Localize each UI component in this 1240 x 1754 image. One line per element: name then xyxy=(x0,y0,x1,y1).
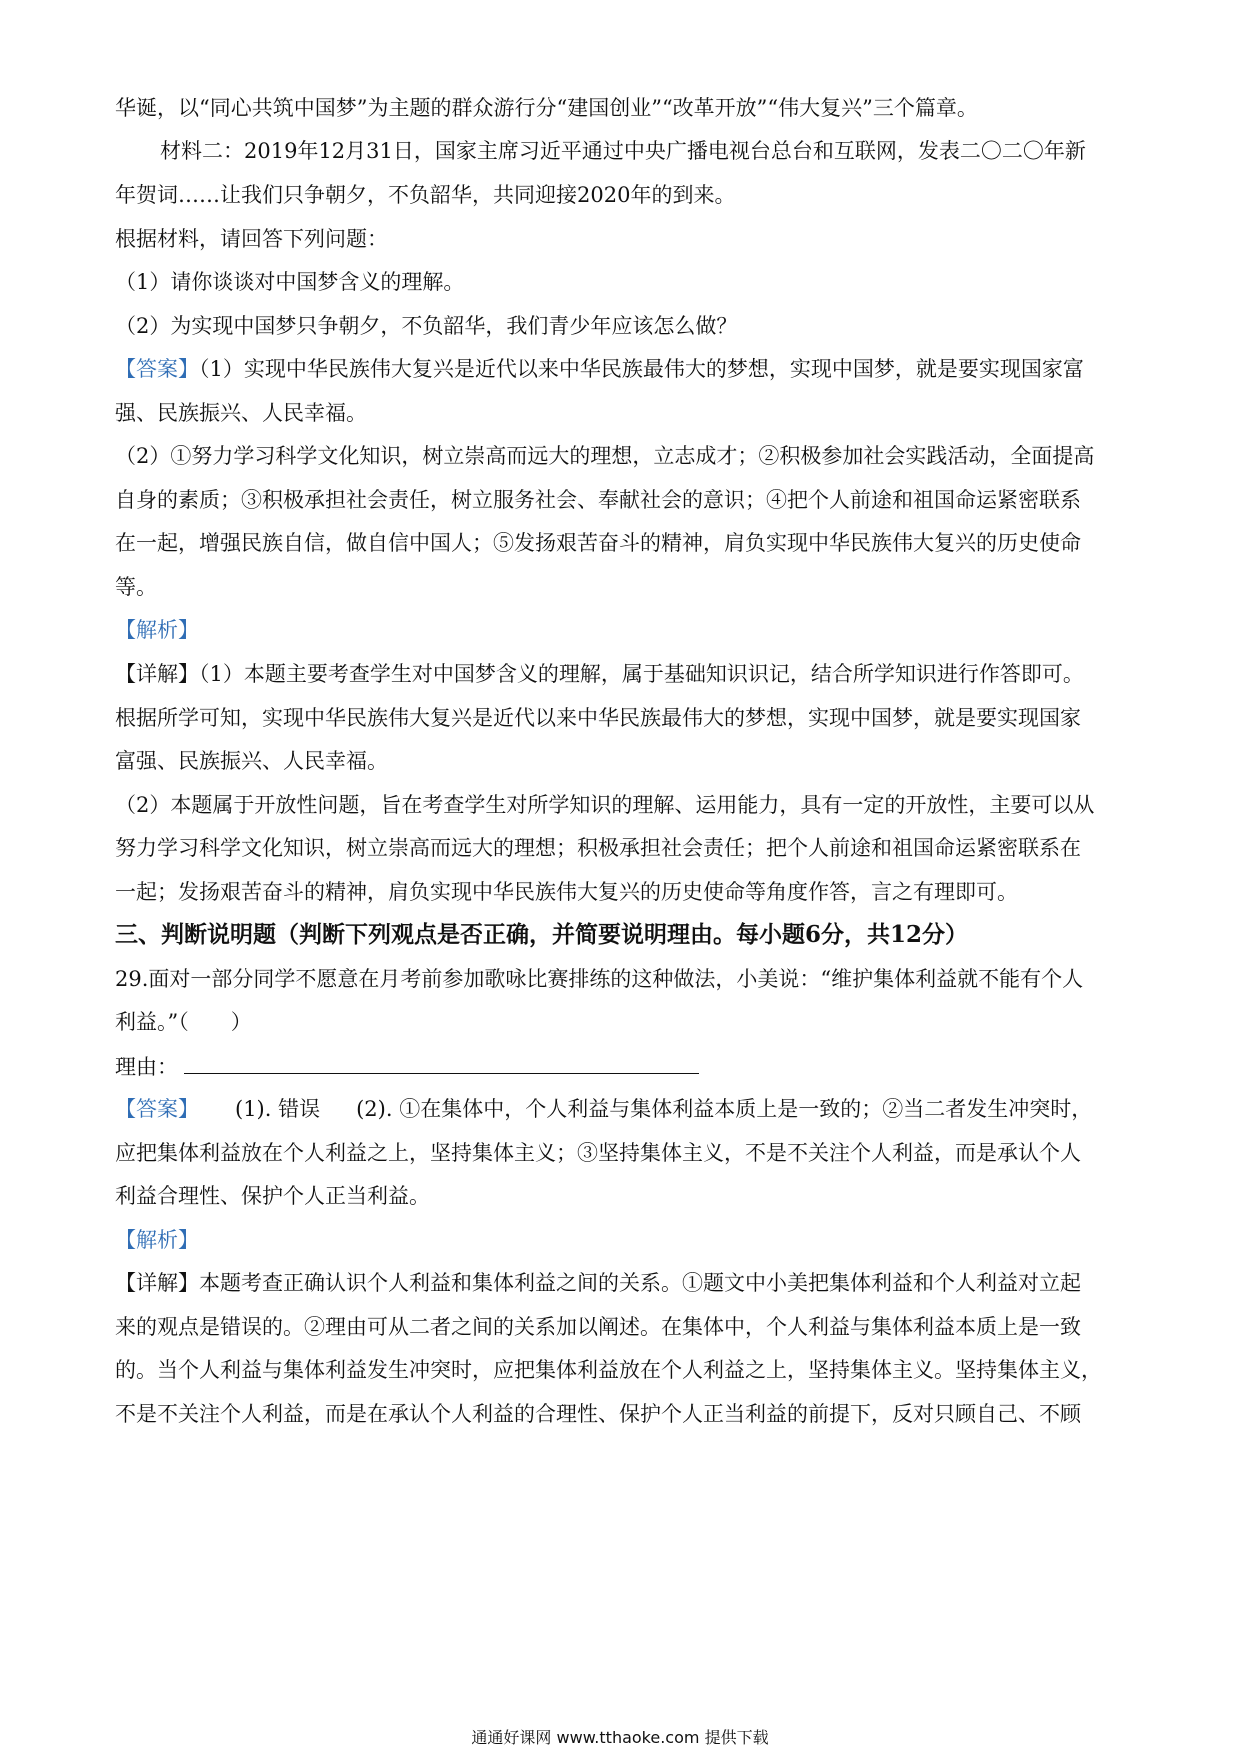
q28-answer-line-6: 等。 xyxy=(115,575,157,599)
q29-stem-line-2: 利益。”（ ） xyxy=(115,1010,252,1034)
q29-stem-line-1: 29.面对一部分同学不愿意在月考前参加歌咏比赛排练的这种做法，小美说：“维护集体利益就不能有个人 xyxy=(115,967,1084,991)
q28-answer-line-4: 自身的素质；③积极承担社会责任，树立服务社会、奉献社会的意识；④把个人前途和祖国命运紧密联系 xyxy=(115,488,1081,512)
answer-part-1: (1). 错误 xyxy=(235,1097,321,1121)
reason-blank xyxy=(184,1051,699,1074)
material-two-line-1: 材料二：2019年12月31日，国家主席习近平通过中央广播电视台总台和互联网，发表二〇二〇年新 xyxy=(160,139,1086,163)
q28-answer-line-1 xyxy=(115,354,1135,384)
answer-tag: 【答案】 xyxy=(115,357,199,381)
q29-reason-line xyxy=(115,1051,1135,1082)
q28-answer-line-5: 在一起，增强民族自信，做自信中国人；⑤发扬艰苦奋斗的精神，肩负实现中华民族伟大复兴的历史使命 xyxy=(115,531,1081,555)
footer-url[interactable]: www.tthaoke.com xyxy=(556,1728,700,1747)
q28-detail-line-4: （2）本题属于开放性问题，旨在考查学生对所学知识的理解、运用能力，具有一定的开放性，主要可以从 xyxy=(115,793,1095,817)
sub-question-2: （2）为实现中国梦只争朝夕，不负韶华，我们青少年应该怎么做？ xyxy=(115,314,738,338)
q29-answer-line-1 xyxy=(115,1094,1135,1124)
page-footer xyxy=(0,1728,1240,1748)
detail-tag: 【详解】 xyxy=(115,1271,199,1295)
footer-suffix: 提供下载 xyxy=(704,1728,769,1747)
answer-part-2: (2). ①在集体中，个人利益与集体利益本质上是一致的；②当二者发生冲突时， xyxy=(356,1097,1093,1121)
sub-question-1: （1）请你谈谈对中国梦含义的理解。 xyxy=(115,270,465,294)
reason-label: 理由： xyxy=(115,1055,178,1079)
q28-detail-line-3: 富强、民族振兴、人民幸福。 xyxy=(115,749,388,773)
footer-site: 通通好课网 xyxy=(471,1728,552,1747)
detail-text: （1）本题主要考查学生对中国梦含义的理解，属于基础知识识记，结合所学知识进行作答即可。 xyxy=(199,662,1084,686)
q28-analysis-tag: 【解析】 xyxy=(115,618,199,642)
answer-text: （1）实现中华民族伟大复兴是近代以来中华民族最伟大的梦想，实现中国梦，就是要实现国家富 xyxy=(199,357,1084,381)
question-prompt: 根据材料，请回答下列问题： xyxy=(115,227,388,251)
answer-tag: 【答案】 xyxy=(115,1097,199,1121)
q29-answer-line-2: 应把集体利益放在个人利益之上，坚持集体主义；③坚持集体主义，不是不关注个人利益，而是承认个人 xyxy=(115,1141,1081,1165)
q29-detail-line-4: 不是不关注个人利益，而是在承认个人利益的合理性、保护个人正当利益的前提下，反对只顾自己、不顾 xyxy=(115,1402,1081,1426)
q29-detail-line-3: 的。当个人利益与集体利益发生冲突时，应把集体利益放在个人利益之上，坚持集体主义。坚持集体主义， xyxy=(115,1358,1102,1382)
q28-detail-line-6: 一起；发扬艰苦奋斗的精神，肩负实现中华民族伟大复兴的历史使命等角度作答，言之有理即可。 xyxy=(115,880,1018,904)
detail-tag: 【详解】 xyxy=(115,662,199,686)
q29-answer-line-3: 利益合理性、保护个人正当利益。 xyxy=(115,1184,430,1208)
detail-text: 本题考查正确认识个人利益和集体利益之间的关系。①题文中小美把集体利益和个人利益对立起 xyxy=(199,1271,1081,1295)
q29-analysis-tag: 【解析】 xyxy=(115,1228,199,1252)
q28-answer-line-3: （2）①努力学习科学文化知识，树立崇高而远大的理想，立志成才；②积极参加社会实践活动，全面提高 xyxy=(115,444,1095,468)
q28-detail-line-1 xyxy=(115,659,1135,689)
material-one-tail: 华诞，以“同心共筑中国梦”为主题的群众游行分“建国创业”“改革开放”“伟大复兴”三个篇章。 xyxy=(115,96,978,120)
q28-answer-line-2: 强、民族振兴、人民幸福。 xyxy=(115,401,367,425)
q29-detail-line-2: 来的观点是错误的。②理由可从二者之间的关系加以阐述。在集体中，个人利益与集体利益本质上是一致 xyxy=(115,1315,1081,1339)
q28-detail-line-5: 努力学习科学文化知识，树立崇高而远大的理想；积极承担社会责任；把个人前途和祖国命运紧密联系在 xyxy=(115,836,1081,860)
q29-detail-line-1 xyxy=(115,1268,1135,1298)
material-two-line-2: 年贺词……让我们只争朝夕，不负韶华，共同迎接2020年的到来。 xyxy=(115,183,736,207)
q28-detail-line-2: 根据所学可知，实现中华民族伟大复兴是近代以来中华民族最伟大的梦想，实现中国梦，就是要实现国家 xyxy=(115,706,1081,730)
section-three-heading: 三、判断说明题（判断下列观点是否正确，并简要说明理由。每小题6分，共12分） xyxy=(115,921,969,948)
